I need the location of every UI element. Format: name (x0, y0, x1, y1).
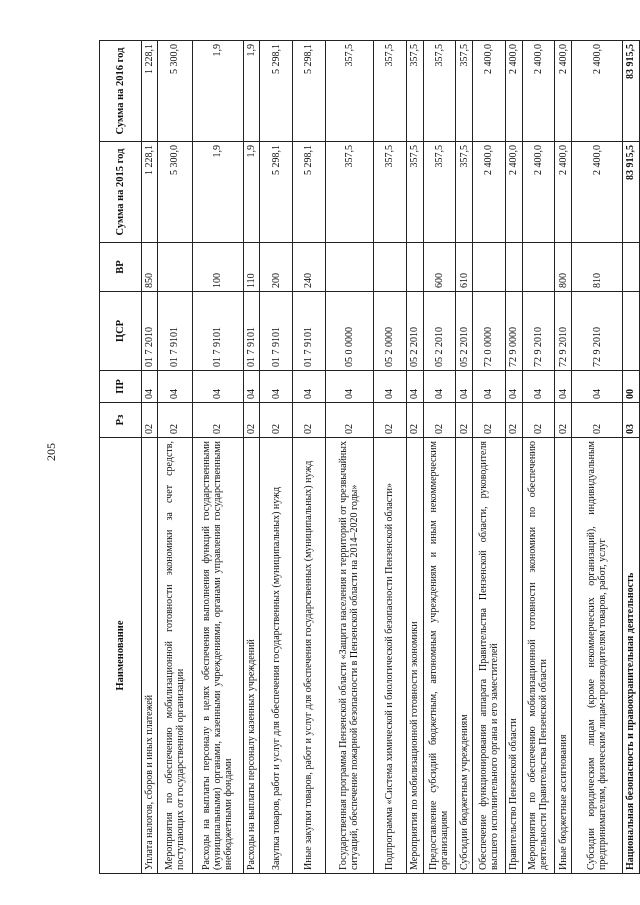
cell-rz: 02 (192, 403, 243, 438)
cell-csr: 05 2 2010 (456, 292, 473, 371)
cell-pr: 04 (473, 371, 506, 403)
cell-csr: 01 7 9101 (293, 292, 326, 371)
cell-name: Государственная программа Пензенской области «Защита населения и территорий от чрезвычайных ситуаций, обеспечение пожарной безопасности в Пензенской области на 2014–2020 годы» (325, 438, 373, 874)
table-body (142, 41, 640, 874)
cell-name: Иные закупки товаров, работ и услуг для обеспечения государственных (муниципальных) нужд (293, 438, 326, 874)
cell-vr: 810 (572, 243, 623, 292)
cell-vr: 200 (260, 243, 293, 292)
table-row (293, 41, 326, 874)
cell-rz: 02 (260, 403, 293, 438)
header-pr: ПР (100, 371, 142, 403)
cell-rz: 02 (325, 403, 373, 438)
cell-pr: 04 (555, 371, 572, 403)
table-row (157, 41, 192, 874)
cell-name: Расходы на выплаты персоналу казенных учреждений (243, 438, 260, 874)
cell-csr: 01 7 2010 (142, 292, 158, 371)
cell-csr: 72 0 0000 (473, 292, 506, 371)
table-row (572, 41, 623, 874)
table-row (505, 41, 522, 874)
table-row (406, 41, 423, 874)
cell-csr: 05 2 2010 (406, 292, 423, 371)
cell-sum2016: 357,5 (374, 41, 407, 142)
cell-name: Уплата налогов, сборов и иных платежей (142, 438, 158, 874)
cell-sum2016: 5 298,1 (260, 41, 293, 142)
cell-sum2015: 2 400,0 (505, 142, 522, 243)
cell-rz: 02 (406, 403, 423, 438)
cell-vr (522, 243, 555, 292)
table-row (192, 41, 243, 874)
cell-sum2015: 5 298,1 (293, 142, 326, 243)
cell-vr (325, 243, 373, 292)
cell-pr: 04 (243, 371, 260, 403)
cell-sum2015: 2 400,0 (572, 142, 623, 243)
header-csr: ЦСР (100, 292, 142, 371)
cell-vr (622, 243, 639, 292)
cell-sum2016: 2 400,0 (473, 41, 506, 142)
cell-pr: 04 (456, 371, 473, 403)
cell-pr: 04 (293, 371, 326, 403)
cell-name: Субсидии бюджетным учреждениям (456, 438, 473, 874)
cell-sum2015: 5 300,0 (157, 142, 192, 243)
cell-rz: 02 (157, 403, 192, 438)
cell-name: Закупка товаров, работ и услуг для обеспечения государственных (муниципальных) нужд (260, 438, 293, 874)
table-row (473, 41, 506, 874)
table-total-row (622, 41, 639, 874)
cell-sum2015: 357,5 (456, 142, 473, 243)
cell-vr: 100 (192, 243, 243, 292)
cell-sum2016: 357,5 (406, 41, 423, 142)
cell-rz: 02 (456, 403, 473, 438)
cell-pr: 04 (406, 371, 423, 403)
cell-name: Мероприятия по мобилизационной готовности экономики (406, 438, 423, 874)
cell-sum2015: 1 228,1 (142, 142, 158, 243)
rotated-page-content (99, 41, 640, 874)
cell-rz: 02 (522, 403, 555, 438)
cell-sum2015: 357,5 (325, 142, 373, 243)
header-sum-2015: Сумма на 2015 год (100, 142, 142, 243)
table-header-row (100, 41, 142, 874)
cell-name: Предоставление субсидий бюджетным, автономным учреждениям и иным некоммерческим организациям (423, 438, 456, 874)
cell-vr: 800 (555, 243, 572, 292)
cell-csr: 72 9 0000 (505, 292, 522, 371)
cell-rz: 02 (555, 403, 572, 438)
cell-rz: 02 (243, 403, 260, 438)
cell-sum2015: 2 400,0 (522, 142, 555, 243)
cell-name: Расходы на выплаты персоналу в целях обеспечения выполнения функций государственными (муниципальными) органами, казенными учреждениями, органами управления государственными внебюджетными фондами (192, 438, 243, 874)
cell-sum2015: 2 400,0 (555, 142, 572, 243)
cell-csr: 72 9 2010 (572, 292, 623, 371)
cell-pr: 04 (572, 371, 623, 403)
header-sum-2016: Сумма на 2016 год (100, 41, 142, 142)
cell-vr (374, 243, 407, 292)
cell-csr: 01 7 9101 (243, 292, 260, 371)
table-row (260, 41, 293, 874)
cell-sum2015: 5 298,1 (260, 142, 293, 243)
cell-rz: 03 (622, 403, 639, 438)
cell-pr: 00 (622, 371, 639, 403)
cell-csr: 05 2 2010 (423, 292, 456, 371)
cell-rz: 02 (142, 403, 158, 438)
cell-rz: 02 (423, 403, 456, 438)
table-row (243, 41, 260, 874)
cell-name: Правительство Пензенской области (505, 438, 522, 874)
cell-vr: 110 (243, 243, 260, 292)
cell-csr (622, 292, 639, 371)
budget-table (99, 40, 640, 874)
cell-csr: 72 9 2010 (522, 292, 555, 371)
cell-sum2016: 5 298,1 (293, 41, 326, 142)
cell-rz: 02 (505, 403, 522, 438)
cell-name: Мероприятия по обеспечению мобилизационной готовности экономики по обеспечению деятельности Правительства Пензенской области (522, 438, 555, 874)
cell-sum2016: 5 300,0 (157, 41, 192, 142)
cell-sum2015: 1,9 (192, 142, 243, 243)
cell-sum2016: 357,5 (456, 41, 473, 142)
cell-csr: 05 0 0000 (325, 292, 373, 371)
cell-sum2015: 2 400,0 (473, 142, 506, 243)
cell-sum2015: 83 915,5 (622, 142, 639, 243)
cell-vr (406, 243, 423, 292)
table-row (456, 41, 473, 874)
cell-rz: 02 (374, 403, 407, 438)
cell-sum2015: 357,5 (374, 142, 407, 243)
cell-sum2015: 357,5 (423, 142, 456, 243)
cell-sum2016: 2 400,0 (522, 41, 555, 142)
cell-sum2016: 357,5 (325, 41, 373, 142)
cell-vr: 600 (423, 243, 456, 292)
cell-rz: 02 (473, 403, 506, 438)
cell-vr (505, 243, 522, 292)
table-row (374, 41, 407, 874)
cell-csr: 01 7 9101 (260, 292, 293, 371)
header-rz: Рз (100, 403, 142, 438)
cell-pr: 04 (423, 371, 456, 403)
table-row (555, 41, 572, 874)
cell-sum2015: 1,9 (243, 142, 260, 243)
cell-sum2016: 2 400,0 (572, 41, 623, 142)
page-number: 205 (44, 443, 58, 461)
cell-pr: 04 (260, 371, 293, 403)
cell-vr: 850 (142, 243, 158, 292)
cell-pr: 04 (325, 371, 373, 403)
cell-sum2016: 2 400,0 (505, 41, 522, 142)
cell-pr: 04 (192, 371, 243, 403)
cell-csr: 01 7 9101 (157, 292, 192, 371)
cell-sum2016: 357,5 (423, 41, 456, 142)
cell-sum2016: 1,9 (243, 41, 260, 142)
table-row (522, 41, 555, 874)
cell-sum2016: 83 915,5 (622, 41, 639, 142)
table-row (423, 41, 456, 874)
cell-csr: 05 2 0000 (374, 292, 407, 371)
cell-pr: 04 (142, 371, 158, 403)
table-row (325, 41, 373, 874)
cell-csr: 72 9 2010 (555, 292, 572, 371)
cell-vr (157, 243, 192, 292)
cell-name: Мероприятия по обеспечению мобилизационной готовности экономики за счет средств, поступающих от государственной организации (157, 438, 192, 874)
cell-vr (473, 243, 506, 292)
cell-pr: 04 (374, 371, 407, 403)
cell-csr: 01 7 9101 (192, 292, 243, 371)
cell-pr: 04 (505, 371, 522, 403)
cell-rz: 02 (293, 403, 326, 438)
cell-name: Подпрограмма «Система химической и биологической безопасности Пензенской области» (374, 438, 407, 874)
table-row (142, 41, 158, 874)
cell-name: Обеспечение функционирования аппарата Правительства Пензенской области, руководителя высшего исполнительного органа и его заместителей (473, 438, 506, 874)
cell-rz: 02 (572, 403, 623, 438)
header-vr: ВР (100, 243, 142, 292)
cell-name: Иные бюджетные ассигнования (555, 438, 572, 874)
cell-sum2016: 1 228,1 (142, 41, 158, 142)
header-name: Наименование (100, 438, 142, 874)
cell-vr: 610 (456, 243, 473, 292)
cell-pr: 04 (522, 371, 555, 403)
cell-sum2015: 357,5 (406, 142, 423, 243)
cell-sum2016: 2 400,0 (555, 41, 572, 142)
cell-pr: 04 (157, 371, 192, 403)
cell-name: Субсидии юридическим лицам (кроме некоммерческих организаций), индивидуальным предпринимателям, физическим лицам-производителям товаров, работ, услуг (572, 438, 623, 874)
cell-sum2016: 1,9 (192, 41, 243, 142)
cell-vr: 240 (293, 243, 326, 292)
cell-name: Национальная безопасность и правоохранительная деятельность (622, 438, 639, 874)
